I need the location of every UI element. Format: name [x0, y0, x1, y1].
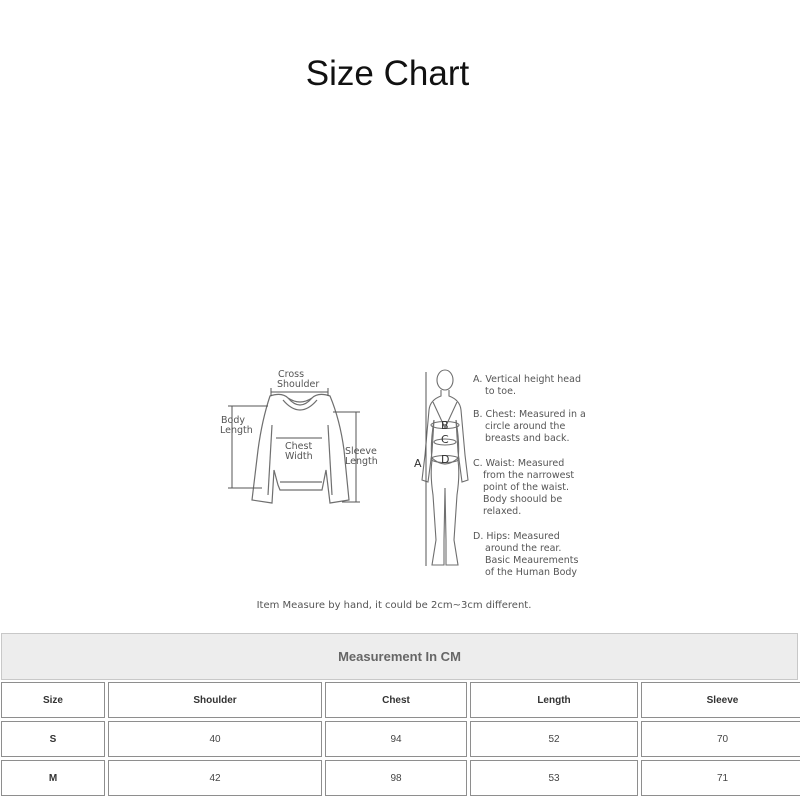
body-label: Body — [221, 415, 245, 426]
row-s-chest: 94 — [325, 721, 467, 757]
instruction-c-line1: C. Waist: Measured — [473, 458, 565, 469]
width-label: Width — [285, 451, 313, 462]
letter-b: B — [441, 419, 449, 432]
page-title: Size Chart — [305, 54, 470, 93]
instruction-c-line3: point of the waist. — [483, 482, 569, 493]
instruction-d-line2: around the rear. — [485, 543, 562, 554]
row-s-sleeve: 70 — [641, 721, 800, 757]
instruction-c-line4: Body shoould be — [483, 494, 563, 505]
instruction-b-line3: breasts and back. — [485, 433, 570, 444]
instruction-c-line5: relaxed. — [483, 506, 522, 517]
instruction-b-line1: B. Chest: Measured in a — [473, 409, 586, 420]
row-m-shoulder: 42 — [108, 760, 322, 796]
header-cell-size: Size — [1, 682, 105, 718]
size-table — [0, 631, 800, 800]
length-label-2: Length — [345, 456, 378, 467]
cross-label-1: Cross — [278, 369, 305, 380]
header-cell-sleeve: Sleeve — [641, 682, 800, 718]
measurement-note: Item Measure by hand, it could be 2cm~3cm different. — [256, 600, 532, 611]
instruction-b-line2: circle around the — [485, 421, 566, 432]
row-m-chest: 98 — [325, 760, 467, 796]
instruction-a-line1: A. Vertical height head — [473, 374, 581, 385]
shoulder-label-1: Shoulder — [277, 379, 320, 390]
instruction-a-line2: to toe. — [485, 386, 516, 397]
sleeve-label: Sleeve — [345, 446, 377, 457]
size-grid — [1, 682, 799, 796]
row-m-sleeve: 71 — [641, 760, 800, 796]
instruction-d-line4: of the Human Body — [485, 567, 578, 578]
length-label-1: Length — [220, 425, 253, 436]
row-m-length: 53 — [470, 760, 638, 796]
instruction-d-line3: Basic Meaurements — [485, 555, 579, 566]
row-s-length: 52 — [470, 721, 638, 757]
row-m-size: M — [1, 760, 105, 796]
body-figure — [422, 370, 468, 565]
letter-d: D — [441, 453, 450, 466]
row-s-size: S — [1, 721, 105, 757]
letter-a: A — [414, 457, 422, 470]
chest-label: Chest — [285, 441, 313, 452]
header-cell-chest: Chest — [325, 682, 467, 718]
row-s-shoulder: 40 — [108, 721, 322, 757]
instruction-d-line1: D. Hips: Measured — [473, 531, 560, 542]
instruction-c-line2: from the narrowest — [483, 470, 575, 481]
header-cell-shoulder: Shoulder — [108, 682, 322, 718]
instructions — [473, 374, 586, 578]
letter-c: C — [441, 433, 449, 446]
table-caption: Measurement In CM — [1, 633, 798, 680]
header-cell-length: Length — [470, 682, 638, 718]
